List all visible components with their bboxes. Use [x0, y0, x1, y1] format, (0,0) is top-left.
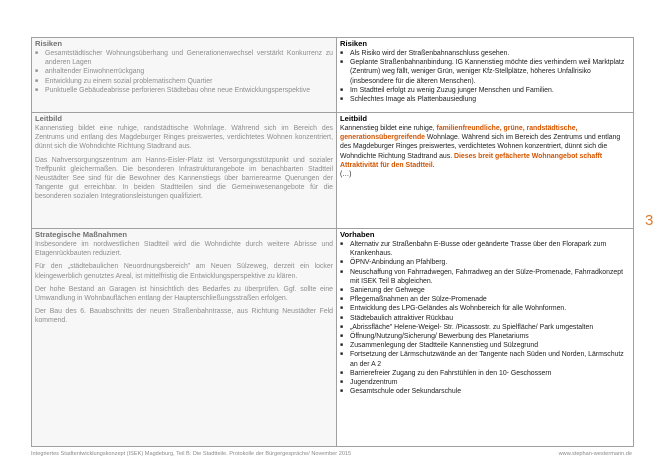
- list-item: ■ „Abrissfläche" Helene-Weigel- Str. /Picassostr. zu Spielfläche/ Park umgestalten: [340, 323, 594, 331]
- vorhaben-right-heading: Vorhaben: [340, 230, 375, 239]
- highlighted-text: Dieses breit gefächerte Wohnangebot schafft Attraktivität für den Stadtteil.: [340, 152, 603, 169]
- bullet-icon: ■: [340, 333, 344, 340]
- table-row-massnahmen: [32, 228, 633, 446]
- leitbild-right-paragraph: Kannenstieg bildet eine ruhige, familienfreundliche, grüne, randstädtische, generationsübergreifende Wohnlage. Während sich im Bereich des Zentrums und entlang des Magdeburger Ringes preiswertes, verdichtetes Wohnen konzentriert, dünnt sich die Wohndichte Richtung Stadtrand aus. Dieses breit gefächerte Wohnangebot schafft Attraktivität für den Stadtteil.: [340, 125, 621, 169]
- massnahmen-left-paragraph: Der Bau des 6. Bauabschnitts der neuen Straßenbahntrasse, aus Richtung Neustädter Feld kommend.: [35, 308, 333, 325]
- leitbild-left-paragraph: Kannenstieg bildet eine ruhige, randstädtische Wohnlage. Während sich im Bereich des Zentrums und entlang des Magdeburger Ringes preiswertes, verdichtetes Wohnen konzentriert, dünnt sich die Wohndichte Richtung Stadtrand aus.: [35, 125, 333, 151]
- list-item: ■ Geplante Straßenbahnanbindung. IG Kannenstieg möchte dies verhindern weil Marktplatz (Zentrum) weg fällt, weniger Grün, weniger Kfz-Stellplätze, höheres Unfallrisiko (insbesondere für die älteren Menschen).: [340, 59, 625, 85]
- massnahmen-left-paragraph: Der hohe Bestand an Garagen ist hinsichtlich des Bedarfes zu überprüfen. Ggf. sollte eine Umwandlung in Wohnbauflächen entlang der Haupterschließungsstraßen erfolgen.: [35, 285, 333, 303]
- leitbild-left-cell: [32, 113, 337, 228]
- bullet-icon: ■: [35, 77, 39, 84]
- bullet-icon: ■: [340, 287, 344, 294]
- list-item: ■ Zusammenlegung der Stadtteile Kannenstieg und Sülzegrund: [340, 342, 539, 350]
- list-item: ■ Fortsetzung der Lärmschutzwände an der Tangente nach Süden und Norden, Lärmschutz an der A 2: [340, 351, 624, 368]
- massnahmen-left-cell: [32, 229, 337, 446]
- list-item: ■ anhaltender Einwohnerrückgang: [35, 68, 145, 76]
- list-item: ■ Pflegemaßnahmen an der Sülze-Promenade: [340, 296, 487, 304]
- bullet-icon: ■: [340, 259, 344, 266]
- bullet-icon: ■: [340, 96, 344, 103]
- table-row-leitbild: [32, 112, 633, 228]
- vorhaben-list: [340, 240, 630, 396]
- massnahmen-left-heading: Strategische Maßnahmen: [35, 230, 127, 239]
- list-item: ■ Städtebaulich attraktiver Rückbau: [340, 314, 454, 322]
- bullet-icon: ■: [340, 59, 344, 66]
- list-item: ■ Jugendzentrum: [340, 379, 398, 387]
- footer-citation: Integriertes Stadtentwicklungskonzept (ISEK) Magdeburg, Teil B: Die Stadtteile. Protokolle der Bürgergespräche/ November 2015: [31, 451, 352, 457]
- leitbild-right-heading: Leitbild: [340, 114, 367, 123]
- list-item: ■ Schlechtes Image als Plattenbausiedlung: [340, 96, 477, 104]
- leitbild-right-cell: [337, 113, 633, 228]
- list-item: ■ Entwicklung zu einem sozial problematischem Quartier: [35, 77, 213, 85]
- bullet-icon: ■: [340, 351, 344, 358]
- risiken-left-heading: Risiken: [35, 39, 63, 48]
- footer-website: www.stephan-westermann.de: [558, 451, 632, 457]
- bullet-icon: ■: [340, 342, 344, 349]
- leitbild-left-heading: Leitbild: [35, 114, 62, 123]
- bullet-icon: ■: [340, 305, 344, 312]
- risiken-right-heading: Risiken: [340, 39, 368, 48]
- bullet-icon: ■: [35, 50, 39, 56]
- list-item: ■ Gesamtstädtischer Wohnungsüberhang und Generationenwechsel verstärkt Konkurrenz zu anderen Lagen: [35, 50, 333, 67]
- bullet-icon: ■: [340, 86, 344, 93]
- bullet-icon: ■: [340, 296, 344, 303]
- list-item: ■ Neuschaffung von Fahrradwegen, Fahrradweg an der Sülze-Promenade, Fahrradkonzept mit ISEK Teil B abgleichen.: [340, 268, 623, 285]
- leitbild-right-ellipsis: (…): [340, 171, 352, 179]
- table-row-risiken: [32, 38, 633, 112]
- bullet-icon: ■: [340, 379, 344, 386]
- risiken-left-cell: [32, 38, 337, 112]
- massnahmen-left-paragraph: Für den „städtebaulichen Neuordnungsbereich" am Neuen Sülzeweg, derzeit ein locker kleingewerblich genutztes Areal, ist mittelfristig die Entwicklungsperspektive zu klären.: [35, 263, 333, 280]
- content-table: [31, 37, 634, 447]
- risiken-right-cell: [337, 38, 633, 112]
- risiken-left-list: [35, 49, 333, 95]
- page-number: 3: [645, 212, 654, 229]
- leitbild-left-paragraph: Das Nahversorgungszentrum am Hanns-Eisler-Platz ist Versorgungsstützpunkt und sozialer Treffpunkt gleichermaßen. Die besonderen Infrastrukturangebote im benachbarten Stadtteil Neustädter See sind für die Bewohner des Kannenstiegs über barrierearme Querungen der Tangente gut erreichbar. In beiden Stadtteilen sind die Gemeinwesenangebote für die besonderen sozialen Integrationsleistungen qualifiziert.: [35, 156, 333, 201]
- list-item: ■ Gesamtschule oder Sekundarschule: [340, 388, 462, 396]
- list-item: ■ ÖPNV-Anbindung an Pfahlberg.: [340, 259, 448, 267]
- bullet-icon: ■: [35, 86, 39, 93]
- vorhaben-right-cell: [337, 229, 633, 446]
- highlighted-text: familienfreundliche, grüne, randstädtische, generationsübergreifende: [340, 125, 578, 142]
- list-item: ■ Barrierefreier Zugang zu den Fahrstühlen in den 10- Geschossern: [340, 369, 552, 377]
- bullet-icon: ■: [340, 323, 344, 330]
- bullet-icon: ■: [340, 241, 344, 247]
- bullet-icon: ■: [35, 68, 39, 75]
- bullet-icon: ■: [340, 388, 344, 395]
- list-item: ■ Entwicklung des LPG-Geländes als Wohnbereich für alle Wohnformen.: [340, 305, 567, 313]
- list-item: ■ Öffnung/Nutzung/Sicherung/ Bewerbung des Planetariums: [340, 333, 529, 341]
- list-item: ■ Als Risiko wird der Straßenbahnanschluss gesehen.: [340, 50, 510, 57]
- risiken-right-list: [340, 49, 630, 104]
- list-item: ■ Alternativ zur Straßenbahn E-Busse oder geänderte Trasse über den Florapark zum Krankenhaus.: [340, 241, 607, 258]
- list-item: ■ Punktuelle Gebäudeabrisse perforieren Städtebau ohne neue Entwicklungsperspektive: [35, 86, 311, 94]
- bullet-icon: ■: [340, 268, 344, 275]
- list-item: ■ Im Stadtteil erfolgt zu wenig Zuzug junger Menschen und Familien.: [340, 86, 554, 94]
- massnahmen-left-paragraph: Insbesondere im nordwestlichen Stadtteil wird die Wohndichte durch weitere Abrisse und Etagenrückbauten reduziert.: [35, 241, 333, 258]
- bullet-icon: ■: [340, 369, 344, 376]
- bullet-icon: ■: [340, 50, 344, 56]
- list-item: ■ Sanierung der Gehwege: [340, 287, 425, 295]
- bullet-icon: ■: [340, 314, 344, 321]
